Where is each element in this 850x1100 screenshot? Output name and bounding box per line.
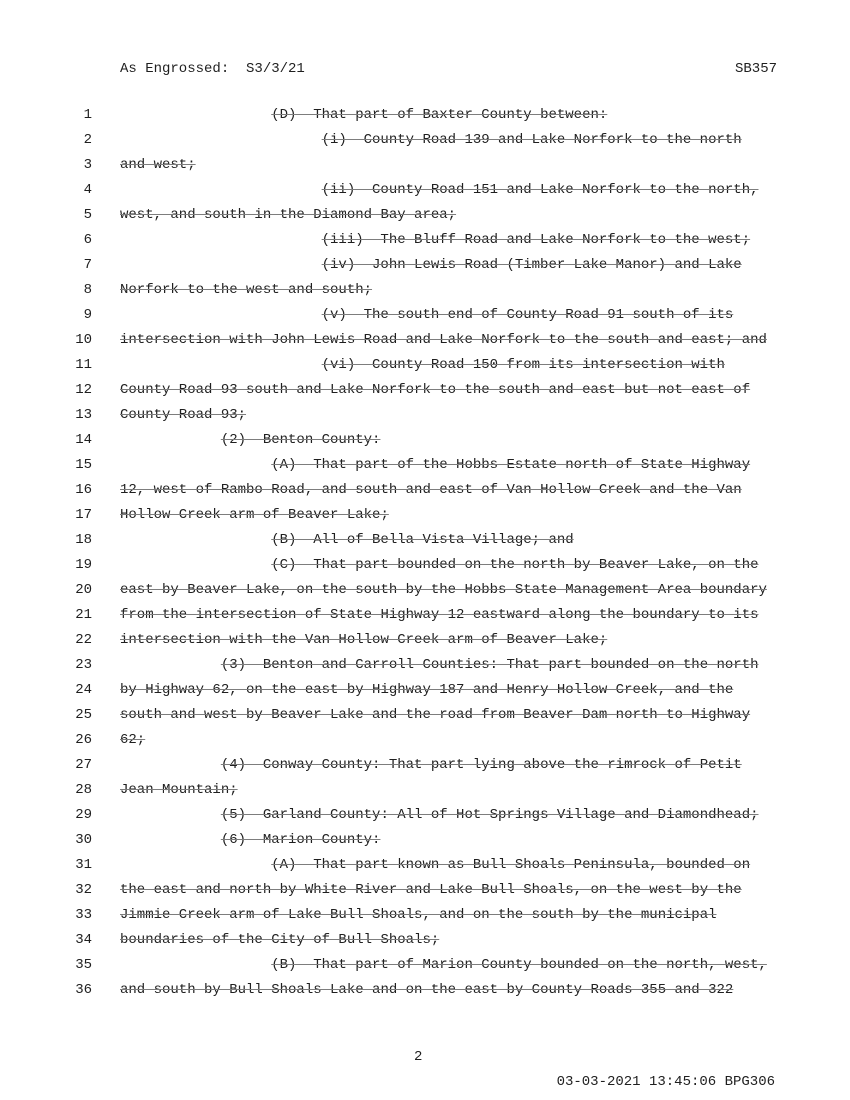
bill-number: SB357: [734, 61, 777, 77]
document-line: [0, 328, 850, 353]
document-line: [0, 303, 850, 328]
page-number: 2: [414, 1049, 423, 1065]
document-line: [0, 628, 850, 653]
document-line: [0, 753, 850, 778]
line-number: 27: [75, 757, 92, 773]
document-line: [0, 828, 850, 853]
document-line: [0, 878, 850, 903]
line-number: 28: [75, 782, 92, 798]
line-number: 24: [75, 682, 92, 698]
line-number: 21: [75, 607, 92, 623]
engrossed-label: As Engrossed: S3/3/21: [120, 61, 305, 77]
line-number: 11: [75, 357, 92, 373]
line-text: (iii) The Bluff Road and Lake Norfork to the west;: [321, 232, 751, 248]
line-number: 34: [75, 932, 92, 948]
line-number: 1: [83, 107, 92, 123]
document-line: [0, 103, 850, 128]
line-text: Norfork to the west and south;: [120, 282, 373, 298]
document-line: [0, 378, 850, 403]
line-number: 14: [75, 432, 92, 448]
document-line: [0, 503, 850, 528]
line-number: 10: [75, 332, 92, 348]
line-number: 12: [75, 382, 92, 398]
line-number: 33: [75, 907, 92, 923]
document-line: [0, 978, 850, 1003]
document-line: [0, 178, 850, 203]
line-text: (A) That part known as Bull Shoals Peninsula, bounded on: [271, 857, 751, 873]
line-text: from the intersection of State Highway 12 eastward along the boundary to its: [120, 607, 759, 623]
line-text: (5) Garland County: All of Hot Springs Village and Diamondhead;: [220, 807, 759, 823]
line-number: 31: [75, 857, 92, 873]
document-line: [0, 553, 850, 578]
line-text: (ii) County Road 151 and Lake Norfork to the north,: [321, 182, 759, 198]
document-line: [0, 678, 850, 703]
document-line: [0, 453, 850, 478]
line-number: 32: [75, 882, 92, 898]
line-number: 19: [75, 557, 92, 573]
document-line: [0, 428, 850, 453]
line-number: 22: [75, 632, 92, 648]
line-text: (vi) County Road 150 from its intersection with: [321, 357, 725, 373]
line-text: boundaries of the City of Bull Shoals;: [120, 932, 440, 948]
line-number: 36: [75, 982, 92, 998]
line-text: the east and north by White River and Lake Bull Shoals, on the west by the: [120, 882, 742, 898]
line-number: 4: [83, 182, 92, 198]
line-number: 5: [83, 207, 92, 223]
page-header: [120, 57, 777, 82]
line-text: and south by Bull Shoals Lake and on the east by County Roads 355 and 322: [120, 982, 734, 998]
line-text: (C) That part bounded on the north by Beaver Lake, on the: [271, 557, 759, 573]
line-number: 35: [75, 957, 92, 973]
line-text: (2) Benton County:: [220, 432, 381, 448]
document-line: [0, 253, 850, 278]
document-line: [0, 578, 850, 603]
document-line: [0, 653, 850, 678]
line-number: 29: [75, 807, 92, 823]
line-number: 23: [75, 657, 92, 673]
line-number: 18: [75, 532, 92, 548]
timestamp: 03-03-2021 13:45:06 BPG306: [556, 1074, 775, 1090]
line-text: and west;: [120, 157, 196, 173]
line-number: 15: [75, 457, 92, 473]
document-line: [0, 403, 850, 428]
line-number: 7: [83, 257, 92, 273]
line-text: 12, west of Rambo Road, and south and east of Van Hollow Creek and the Van: [120, 482, 742, 498]
document-line: [0, 903, 850, 928]
document-line: [0, 478, 850, 503]
document-line: [0, 853, 850, 878]
line-text: intersection with John Lewis Road and Lake Norfork to the south and east; and: [120, 332, 767, 348]
document-line: [0, 803, 850, 828]
line-text: intersection with the Van Hollow Creek arm of Beaver Lake;: [120, 632, 608, 648]
line-number: 30: [75, 832, 92, 848]
line-number: 6: [83, 232, 92, 248]
line-number: 17: [75, 507, 92, 523]
document-line: [0, 528, 850, 553]
line-number: 3: [83, 157, 92, 173]
line-text: (4) Conway County: That part lying above the rimrock of Petit: [220, 757, 742, 773]
line-text: Jean Mountain;: [120, 782, 238, 798]
document-line: [0, 703, 850, 728]
line-number: 25: [75, 707, 92, 723]
document-line: [0, 203, 850, 228]
document-line: [0, 953, 850, 978]
line-text: Jimmie Creek arm of Lake Bull Shoals, and on the south by the municipal: [120, 907, 717, 923]
bill-text-body: [0, 103, 850, 1003]
line-text: Hollow Creek arm of Beaver Lake;: [120, 507, 389, 523]
document-line: [0, 603, 850, 628]
line-text: by Highway 62, on the east by Highway 187 and Henry Hollow Creek, and the: [120, 682, 734, 698]
line-text: (v) The south end of County Road 91 south of its: [321, 307, 734, 323]
line-number: 26: [75, 732, 92, 748]
page-footer: [0, 1020, 850, 1090]
line-number: 8: [83, 282, 92, 298]
document-line: [0, 278, 850, 303]
line-text: south and west by Beaver Lake and the road from Beaver Dam north to Highway: [120, 707, 751, 723]
line-text: (iv) John Lewis Road (Timber Lake Manor) and Lake: [321, 257, 742, 273]
line-text: west, and south in the Diamond Bay area;: [120, 207, 457, 223]
line-text: County Road 93 south and Lake Norfork to the south and east but not east of: [120, 382, 751, 398]
line-text: (B) That part of Marion County bounded on the north, west,: [271, 957, 767, 973]
document-line: [0, 153, 850, 178]
line-text: (6) Marion County:: [220, 832, 381, 848]
line-text: east by Beaver Lake, on the south by the Hobbs State Management Area boundary: [120, 582, 767, 598]
line-text: (A) That part of the Hobbs Estate north of State Highway: [271, 457, 751, 473]
line-number: 13: [75, 407, 92, 423]
line-number: 20: [75, 582, 92, 598]
document-line: [0, 728, 850, 753]
line-text: 62;: [120, 732, 146, 748]
document-line: [0, 128, 850, 153]
line-text: (i) County Road 139 and Lake Norfork to the north: [321, 132, 742, 148]
document-line: [0, 353, 850, 378]
document-line: [0, 228, 850, 253]
line-text: County Road 93;: [120, 407, 247, 423]
line-number: 2: [83, 132, 92, 148]
line-number: 16: [75, 482, 92, 498]
document-line: [0, 928, 850, 953]
line-text: (D) That part of Baxter County between:: [271, 107, 608, 123]
line-text: (B) All of Bella Vista Village; and: [271, 532, 574, 548]
line-number: 9: [83, 307, 92, 323]
document-line: [0, 778, 850, 803]
line-text: (3) Benton and Carroll Counties: That part bounded on the north: [220, 657, 759, 673]
